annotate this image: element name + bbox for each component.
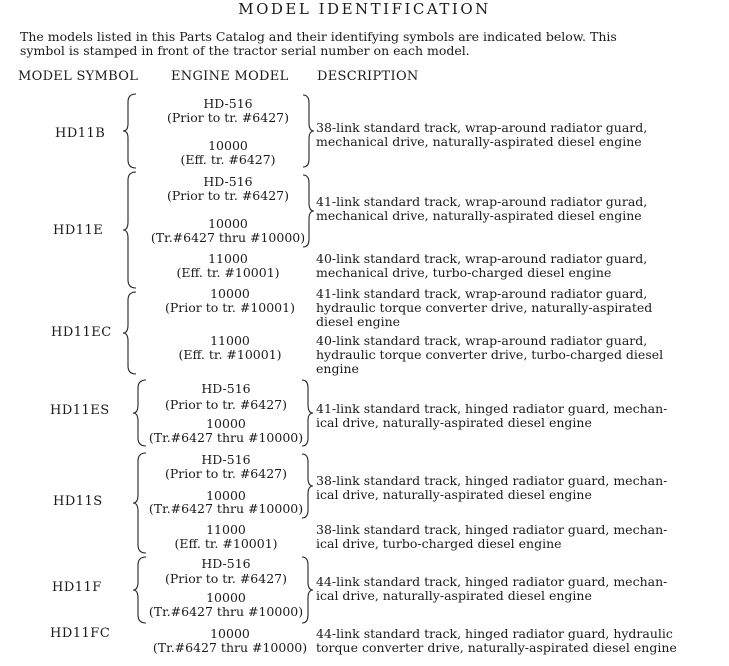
- description-line: 40-link standard track, wrap-around radiator guard,: [316, 251, 648, 266]
- engine-serial-range: (Prior to tr. #6427): [167, 188, 289, 203]
- right-brace-hd11f: [302, 557, 314, 623]
- description-line: 40-link standard track, wrap-around radiator guard,: [316, 333, 648, 348]
- engine-model: HD-516: [201, 452, 251, 467]
- description-line: hydraulic torque converter drive, naturally-aspirated: [316, 300, 653, 315]
- description-line: 44-link standard track, hinged radiator guard, mechan-: [316, 574, 668, 589]
- description-line: mechanical drive, naturally-aspirated diesel engine: [316, 208, 642, 223]
- description-line: ical drive, naturally-aspirated diesel engine: [316, 487, 592, 502]
- engine-model: 10000: [208, 138, 248, 153]
- engine-model: HD-516: [203, 96, 253, 111]
- engine-serial-range: (Tr.#6427 thru #10000): [152, 640, 308, 655]
- description-line: mechanical drive, turbo-charged diesel engine: [316, 265, 612, 280]
- description-line: ical drive, naturally-aspirated diesel engine: [316, 415, 592, 430]
- description-line: mechanical drive, naturally-aspirated diesel engine: [316, 134, 642, 149]
- engine-model: 10000: [206, 590, 246, 605]
- description-line: 38-link standard track, wrap-around radiator guard,: [316, 120, 648, 135]
- engine-model: 10000: [206, 416, 246, 431]
- right-brace-hd11b: [303, 95, 315, 167]
- description-line: engine: [316, 361, 359, 376]
- right-brace-hd11e: [303, 175, 315, 247]
- description-line: 41-link standard track, wrap-around radiator gurad,: [316, 194, 648, 209]
- header-model-symbol: MODEL SYMBOL: [18, 69, 139, 84]
- description-line: 44-link standard track, hinged radiator guard, hydraulic: [316, 626, 673, 641]
- engine-serial-range: (Prior to tr. #6427): [165, 397, 287, 412]
- model-symbol-hd11fc: HD11FC: [50, 626, 111, 641]
- description-line: hydraulic torque converter drive, turbo-charged diesel: [316, 347, 664, 362]
- engine-model: 10000: [206, 488, 246, 503]
- engine-model: HD-516: [201, 556, 251, 571]
- model-symbol-hd11es: HD11ES: [50, 403, 110, 418]
- description-line: ical drive, naturally-aspirated diesel engine: [316, 588, 592, 603]
- intro-line-2: symbol is stamped in front of the tractor serial number on each model.: [20, 43, 470, 58]
- left-brace-hd11b: [126, 94, 138, 168]
- description-line: 41-link standard track, hinged radiator guard, mechan-: [316, 401, 668, 416]
- engine-serial-range: (Prior to tr. #10001): [165, 300, 295, 315]
- engine-serial-range: (Eff. tr. #10001): [174, 536, 278, 551]
- engine-model: HD-516: [203, 174, 253, 189]
- model-symbol-hd11b: HD11B: [55, 126, 106, 141]
- intro-line-1: The models listed in this Parts Catalog and their identifying symbols are indicated below. This: [20, 29, 617, 44]
- engine-model: 11000: [208, 251, 248, 266]
- engine-serial-range: (Prior to tr. #6427): [165, 466, 287, 481]
- description-line: diesel engine: [316, 314, 401, 329]
- engine-model: 10000: [210, 286, 250, 301]
- engine-serial-range: (Prior to tr. #6427): [167, 110, 289, 125]
- engine-serial-range: (Eff. tr. #10001): [176, 265, 280, 280]
- engine-serial-range: (Tr.#6427 thru #10000): [148, 430, 304, 445]
- engine-model: HD-516: [201, 381, 251, 396]
- engine-serial-range: (Tr.#6427 thru #10000): [150, 230, 306, 245]
- engine-serial-range: (Tr.#6427 thru #10000): [148, 604, 304, 619]
- model-symbol-hd11ec: HD11EC: [51, 325, 112, 340]
- header-engine-model: ENGINE MODEL: [171, 69, 289, 84]
- engine-serial-range: (Eff. tr. #10001): [178, 347, 282, 362]
- right-brace-hd11s: [302, 454, 314, 518]
- description-line: 38-link standard track, hinged radiator guard, mechan-: [316, 522, 668, 537]
- model-symbol-hd11s: HD11S: [53, 494, 103, 509]
- description-line: ical drive, turbo-charged diesel engine: [316, 536, 562, 551]
- engine-model: 10000: [208, 216, 248, 231]
- left-brace-hd11ec: [126, 292, 138, 374]
- engine-serial-range: (Eff. tr. #6427): [180, 152, 276, 167]
- right-brace-hd11es: [302, 380, 314, 446]
- engine-serial-range: (Prior to tr. #6427): [165, 571, 287, 586]
- header-description: DESCRIPTION: [317, 69, 419, 84]
- model-symbol-hd11f: HD11F: [52, 580, 102, 595]
- engine-model: 11000: [210, 333, 250, 348]
- description-line: 41-link standard track, wrap-around radiator guard,: [316, 286, 648, 301]
- engine-model: 10000: [210, 626, 250, 641]
- engine-model: 11000: [206, 522, 246, 537]
- page-title: MODEL IDENTIFICATION: [238, 0, 491, 18]
- left-brace-hd11e: [126, 172, 138, 288]
- model-symbol-hd11e: HD11E: [53, 223, 104, 238]
- engine-serial-range: (Tr.#6427 thru #10000): [148, 501, 304, 516]
- description-line: torque converter drive, naturally-aspirated diesel engine: [316, 640, 677, 655]
- description-line: 38-link standard track, hinged radiator guard, mechan-: [316, 473, 668, 488]
